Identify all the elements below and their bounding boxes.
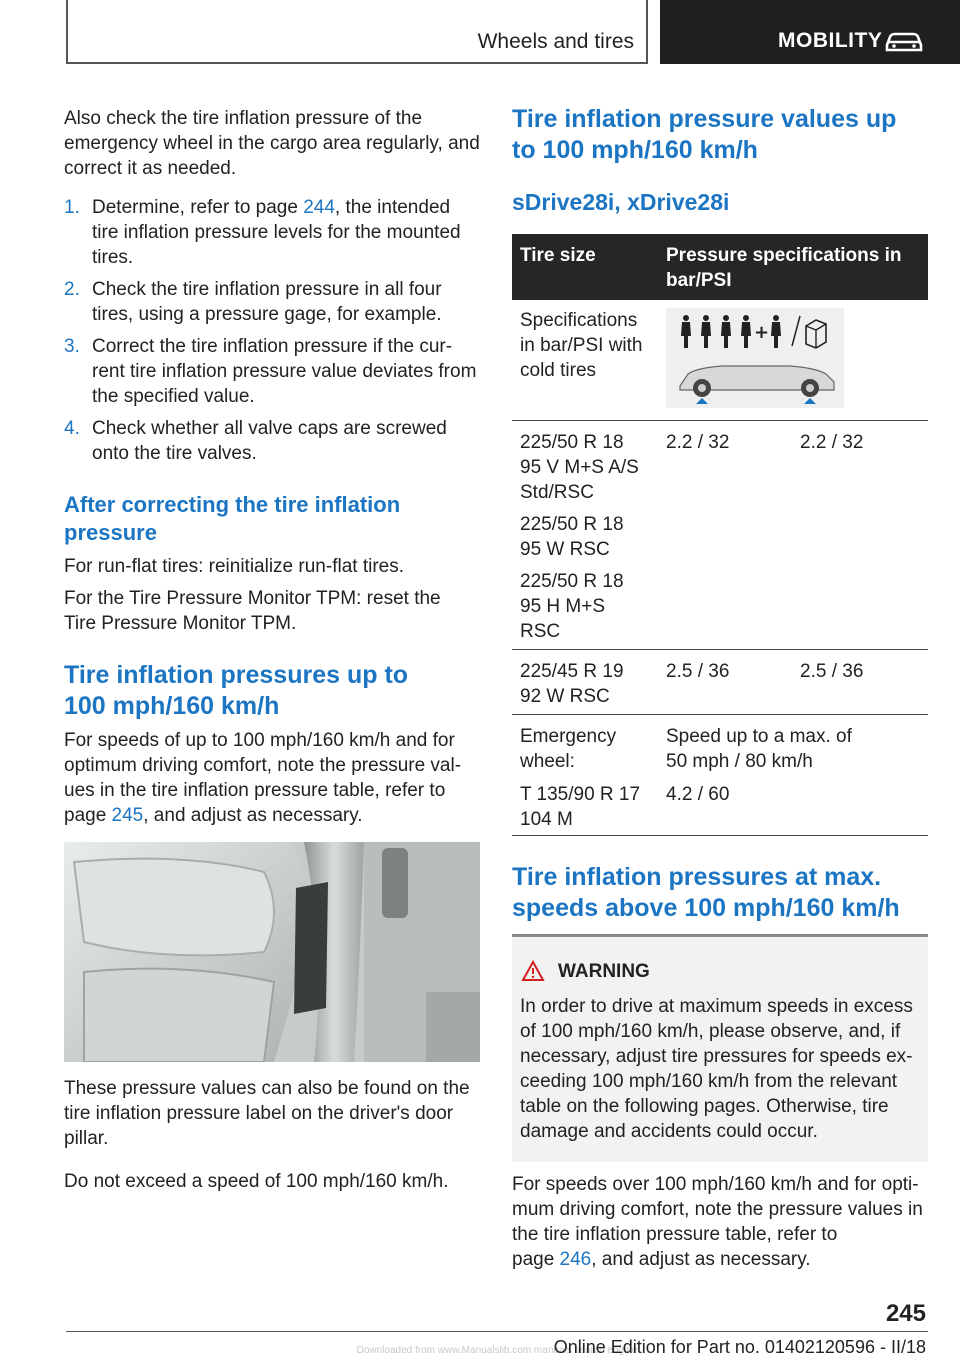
- page-link-245[interactable]: 245: [111, 805, 144, 826]
- heading-pressures-up-to: Tire inflation pressures up to 100 mph/160 km/h: [64, 661, 409, 720]
- heading-pressures-max: Tire inflation pressures at max. speeds above 100 mph/160 km/h: [512, 863, 900, 922]
- emergency-pressure: 4.2 / 60: [666, 784, 730, 805]
- page-link-246[interactable]: 246: [559, 1249, 592, 1270]
- tpm-paragraph: For the Tire Pressure Monitor TPM: reset the Tire Pressure Monitor TPM.: [64, 588, 441, 634]
- table-header: [512, 234, 928, 300]
- watermark: Downloaded from www.Manualslib.com manuals search engine: [356, 1345, 638, 1356]
- intro-paragraph: Also check the tire inflation pressure of the emergency wheel in the cargo area regularly, and correct it as needed.: [64, 108, 480, 179]
- svg-text:+: +: [754, 322, 770, 343]
- emergency-label: Emergency wheel:: [520, 726, 617, 772]
- tire-size-group-1: 225/50 R 18 95 V M+S A/S Std/RSC 225/50 R 18 95 W RSC 225/50 R 18 95 H M+S RSC: [520, 432, 639, 642]
- rear-pressure-2: 2.5 / 36: [800, 661, 864, 682]
- list-item-3: 3. Correct the tire inflation pressure if the cur‐ rent tire inflation pressure value deviates from the specified value.: [64, 336, 477, 407]
- page-number: 245: [885, 1300, 926, 1327]
- speed-limit-note: Do not exceed a speed of 100 mph/160 km/h.: [64, 1171, 449, 1192]
- heading-after-correcting: After correcting the tire inflation pressure: [64, 492, 401, 545]
- emergency-size: T 135/90 R 17 104 M: [520, 784, 641, 830]
- warning-triangle-icon: [521, 960, 545, 982]
- page-link-244[interactable]: 244: [303, 197, 335, 218]
- col-header-tire-size: Tire size: [520, 245, 596, 266]
- footer-rule: [66, 1331, 928, 1332]
- table-rule: [512, 420, 928, 421]
- header-section-tab: [66, 0, 648, 64]
- car-icon: [884, 31, 924, 53]
- model-heading: sDrive28i, xDrive28i: [512, 189, 730, 215]
- rear-pressure-1: 2.2 / 32: [800, 432, 864, 453]
- list-item-4: 4. Check whether all valve caps are screwed onto the tire valves.: [64, 418, 447, 464]
- header-chapter-title: MOBILITY: [778, 29, 883, 52]
- table-rule: [512, 835, 928, 836]
- runflat-paragraph: For run-flat tires: reinitialize run-flat tires.: [64, 556, 404, 577]
- photo-caption: These pressure values can also be found on the tire inflation pressure label on the driver's door pillar.: [64, 1078, 470, 1149]
- emergency-speed: Speed up to a max. of 50 mph / 80 km/h: [666, 726, 852, 772]
- edition-note: Online Edition for Part no. 01402120596 - II/18: [553, 1337, 926, 1357]
- col-header-pressure: Pressure specifications in bar/PSI: [666, 245, 902, 291]
- heading-pressure-values: Tire inflation pressure values up to 100 mph/160 km/h: [512, 105, 897, 164]
- max-speed-paragraph: For speeds over 100 mph/160 km/h and for opti‐ mum driving comfort, note the pressure values in the tire inflation pressure table, refer to page 246, and adjust as necessary.: [512, 1174, 923, 1270]
- warning-text: In order to drive at maximum speeds in excess of 100 mph/160 km/h, please observe, and, if necessary, adjust tire pressures for speeds ex‐ ceeding 100 mph/160 km/h from the relevant table on the following pages. Otherwise, tire damage and accidents could occur.: [520, 996, 913, 1142]
- front-pressure-2: 2.5 / 36: [666, 661, 730, 682]
- table-rule: [512, 649, 928, 650]
- header-section-title: Wheels and tires: [477, 30, 634, 53]
- list-item-1: 1. Determine, refer to page 244, the intended tire inflation pressure levels for the mounted tires.: [64, 195, 484, 245]
- upto-paragraph: For speeds of up to 100 mph/160 km/h and for optimum driving comfort, note the pressure val‐ ues in the tire inflation pressure table, refer to page 245, and adjust as necessary.: [64, 730, 462, 826]
- load-pictogram: [666, 308, 844, 408]
- list-item-2: 2. Check the tire inflation pressure in all four tires, using a pressure gage, for example.: [64, 279, 442, 325]
- door-pillar-photo: [64, 842, 480, 1062]
- spec-label: Specifications in bar/PSI with cold tires: [520, 310, 643, 381]
- step-1-line-1: Determine, refer to page 244, the intended: [92, 197, 451, 218]
- tire-size-group-2: 225/45 R 19 92 W RSC: [520, 661, 624, 707]
- warning-title: WARNING: [558, 961, 650, 982]
- front-pressure-1: 2.2 / 32: [666, 432, 730, 453]
- table-rule: [512, 714, 928, 715]
